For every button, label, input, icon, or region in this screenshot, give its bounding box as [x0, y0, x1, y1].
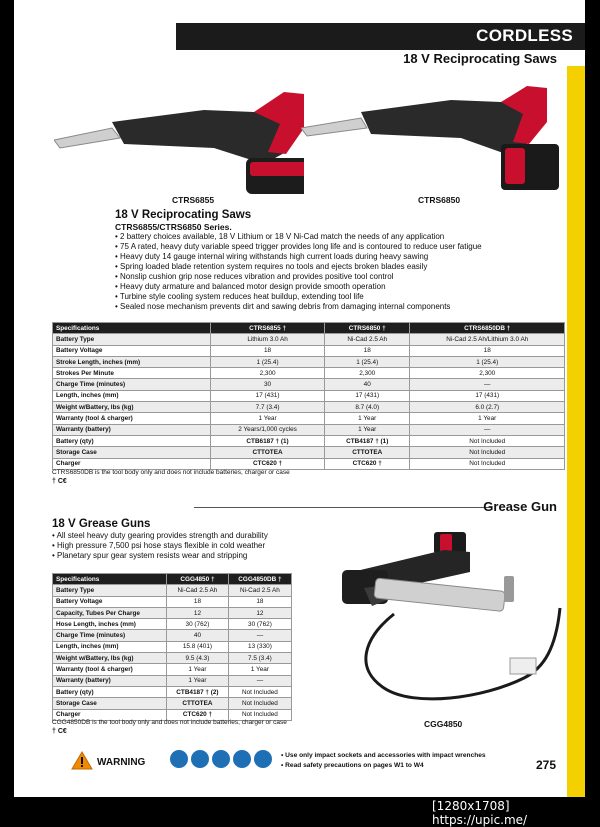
- feature-bullet: • Heavy duty armature and balanced motor design provide smooth operation: [115, 282, 482, 292]
- table-cell: Length, inches (mm): [53, 390, 211, 401]
- table-cell: Not Included: [410, 435, 565, 446]
- table-cell: Capacity, Tubes Per Charge: [53, 607, 167, 618]
- warning-label: WARNING: [97, 757, 146, 768]
- table-cell: Ni-Cad 2.5 Ah: [324, 334, 409, 345]
- feature-bullet: • High pressure 7,500 psi hose stays flexible in cold weather: [52, 541, 268, 551]
- section-title-recip: 18 V Reciprocating Saws: [403, 51, 557, 66]
- table-cell: 2 Years/1,000 cycles: [211, 424, 325, 435]
- recip-table-note: CTRS6850DB is the tool body only and does not include batteries, charger or case: [52, 469, 290, 476]
- table-cell: Not Included: [228, 698, 291, 709]
- table-row: [53, 424, 565, 435]
- table-cell: 7.7 (3.4): [211, 402, 325, 413]
- table-cell: 18: [211, 345, 325, 356]
- recip-cert-marks: † C€: [52, 478, 67, 485]
- grease-spec-table: [52, 573, 292, 721]
- table-header-cell: CTRS6855 †: [211, 323, 325, 334]
- recip-subheading: CTRS6855/CTRS6850 Series.: [115, 222, 232, 232]
- recip-heading: 18 V Reciprocating Saws: [115, 209, 252, 221]
- feature-bullet: • All steel heavy duty gearing provides strength and durability: [52, 531, 268, 541]
- gloves-icon: [254, 750, 272, 768]
- table-cell: 30: [211, 379, 325, 390]
- safety-note: • Read safety precautions on pages W1 to W4: [281, 761, 486, 771]
- table-row: [53, 356, 565, 367]
- eye-protection-icon: [170, 750, 188, 768]
- page-number: 275: [536, 758, 557, 772]
- caption-cgg4850: CGG4850: [424, 719, 463, 729]
- dust-mask-icon: [233, 750, 251, 768]
- table-cell: —: [410, 379, 565, 390]
- table-row: [53, 607, 292, 618]
- table-cell: 6.0 (2.7): [410, 402, 565, 413]
- table-header-cell: CGG4850DB †: [228, 574, 291, 585]
- grease-feature-list: [52, 531, 268, 561]
- table-row: [53, 413, 565, 424]
- table-cell: Battery Type: [53, 334, 211, 345]
- table-cell: CTTOTEA: [211, 447, 325, 458]
- table-row: [53, 334, 565, 345]
- table-row: [53, 686, 292, 697]
- table-cell: 18: [410, 345, 565, 356]
- table-cell: 1 Year: [410, 413, 565, 424]
- table-cell: 2,300: [410, 368, 565, 379]
- saw-image-ctrs6855: [54, 82, 304, 202]
- category-title: CORDLESS: [476, 26, 573, 45]
- feature-bullet: • Sealed nose mechanism prevents dirt and sawing debris from damaging internal components: [115, 302, 482, 312]
- table-cell: Weight w/Battery, lbs (kg): [53, 653, 167, 664]
- category-banner: [176, 23, 585, 50]
- table-header-cell: CTRS6850DB †: [410, 323, 565, 334]
- table-header-cell: CTRS6850 †: [324, 323, 409, 334]
- table-cell: Not Included: [410, 458, 565, 469]
- table-cell: 17 (431): [410, 390, 565, 401]
- table-cell: 30 (762): [167, 619, 229, 630]
- table-row: [53, 458, 565, 469]
- table-cell: Hose Length, inches (mm): [53, 619, 167, 630]
- table-cell: 17 (431): [211, 390, 325, 401]
- table-cell: 12: [167, 607, 229, 618]
- section-title-grease: Grease Gun: [483, 499, 557, 514]
- table-cell: CTC620 †: [167, 709, 229, 720]
- table-row: [53, 653, 292, 664]
- table-cell: Not Included: [410, 447, 565, 458]
- table-cell: 2,300: [324, 368, 409, 379]
- table-cell: 1 Year: [167, 675, 229, 686]
- table-row: [53, 390, 565, 401]
- table-cell: Battery Type: [53, 585, 167, 596]
- side-accent-bar: [567, 66, 585, 797]
- table-header-row: [53, 574, 292, 585]
- table-cell: Strokes Per Minute: [53, 368, 211, 379]
- catalog-page: [14, 0, 585, 797]
- table-cell: Battery Voltage: [53, 345, 211, 356]
- warning-triangle-icon: [71, 751, 93, 770]
- table-cell: 30 (762): [228, 619, 291, 630]
- table-cell: Warranty (battery): [53, 675, 167, 686]
- table-cell: CTC620 †: [324, 458, 409, 469]
- grease-heading: 18 V Grease Guns: [52, 518, 151, 530]
- table-cell: Storage Case: [53, 447, 211, 458]
- table-cell: CTC620 †: [211, 458, 325, 469]
- table-cell: 15.8 (401): [167, 641, 229, 652]
- table-cell: 17 (431): [324, 390, 409, 401]
- feature-bullet: • 2 battery choices available, 18 V Lithium or 18 V Ni-Cad match the needs of any application: [115, 232, 482, 242]
- table-cell: Battery (qty): [53, 686, 167, 697]
- table-cell: Weight w/Battery, lbs (kg): [53, 402, 211, 413]
- saw-image-ctrs6850: [301, 82, 561, 202]
- table-row: [53, 596, 292, 607]
- table-cell: 13 (330): [228, 641, 291, 652]
- table-cell: Ni-Cad 2.5 Ah/Lithium 3.0 Ah: [410, 334, 565, 345]
- grease-cert-marks: † C€: [52, 728, 67, 735]
- grease-gun-image: [324, 528, 564, 718]
- face-shield-icon: [191, 750, 209, 768]
- table-cell: —: [228, 675, 291, 686]
- table-cell: Charger: [53, 709, 167, 720]
- table-cell: Charger: [53, 458, 211, 469]
- feature-bullet: • Planetary spur gear system resists wear and stripping: [52, 551, 268, 561]
- table-row: [53, 447, 565, 458]
- table-cell: CTB4187 † (1): [324, 435, 409, 446]
- table-cell: Lithium 3.0 Ah: [211, 334, 325, 345]
- table-row: [53, 368, 565, 379]
- table-cell: 18: [324, 345, 409, 356]
- table-header-cell: Specifications: [53, 574, 167, 585]
- table-header-cell: CGG4850 †: [167, 574, 229, 585]
- feature-bullet: • Turbine style cooling system reduces heat buildup, extending tool life: [115, 292, 482, 302]
- table-cell: 7.5 (3.4): [228, 653, 291, 664]
- feature-bullet: • 75 A rated, heavy duty variable speed trigger provides long life and is contoured to reduce user fatigue: [115, 242, 482, 252]
- table-cell: 9.5 (4.3): [167, 653, 229, 664]
- table-cell: 40: [324, 379, 409, 390]
- table-cell: Charge Time (minutes): [53, 630, 167, 641]
- table-cell: 1 Year: [324, 413, 409, 424]
- table-cell: Warranty (battery): [53, 424, 211, 435]
- table-cell: 1 (25.4): [211, 356, 325, 367]
- table-cell: Not Included: [228, 686, 291, 697]
- feature-bullet: • Heavy duty 14 gauge internal wiring withstands high current loads during heavy sawing: [115, 252, 482, 262]
- table-row: [53, 675, 292, 686]
- grease-divider-line: [194, 507, 492, 508]
- table-cell: CTB6187 † (1): [211, 435, 325, 446]
- table-cell: Ni-Cad 2.5 Ah: [167, 585, 229, 596]
- table-row: [53, 435, 565, 446]
- table-cell: 12: [228, 607, 291, 618]
- table-cell: Ni-Cad 2.5 Ah: [228, 585, 291, 596]
- table-cell: 1 Year: [324, 424, 409, 435]
- table-cell: Not Included: [228, 709, 291, 720]
- table-header-cell: Specifications: [53, 323, 211, 334]
- table-cell: Battery Voltage: [53, 596, 167, 607]
- table-cell: 1 Year: [167, 664, 229, 675]
- table-cell: Warranty (tool & charger): [53, 664, 167, 675]
- table-cell: —: [228, 630, 291, 641]
- table-cell: Warranty (tool & charger): [53, 413, 211, 424]
- table-cell: 18: [167, 596, 229, 607]
- grease-table-note: CGG4850DB is the tool body only and does not include batteries, charger or case: [52, 719, 287, 726]
- table-cell: 40: [167, 630, 229, 641]
- table-cell: 18: [228, 596, 291, 607]
- table-row: [53, 664, 292, 675]
- table-cell: 1 Year: [228, 664, 291, 675]
- table-cell: 1 (25.4): [324, 356, 409, 367]
- table-cell: Charge Time (minutes): [53, 379, 211, 390]
- table-cell: CTTOTEA: [167, 698, 229, 709]
- caption-ctrs6855: CTRS6855: [172, 195, 215, 205]
- table-cell: Storage Case: [53, 698, 167, 709]
- table-cell: 2,300: [211, 368, 325, 379]
- table-row: [53, 379, 565, 390]
- table-row: [53, 345, 565, 356]
- image-watermark: [1280x1708] https://upic.me/: [432, 799, 528, 827]
- table-cell: Stroke Length, inches (mm): [53, 356, 211, 367]
- feature-bullet: • Nonslip cushion grip nose reduces vibration and provides positive tool control: [115, 272, 482, 282]
- table-row: [53, 641, 292, 652]
- table-row: [53, 619, 292, 630]
- recip-feature-list: [115, 232, 482, 312]
- table-cell: 1 Year: [211, 413, 325, 424]
- recip-spec-table: [52, 322, 565, 470]
- table-cell: CTTOTEA: [324, 447, 409, 458]
- table-row: [53, 585, 292, 596]
- safety-note: • Use only impact sockets and accessories with impact wrenches: [281, 751, 486, 761]
- table-cell: CTB4187 † (2): [167, 686, 229, 697]
- table-header-row: [53, 323, 565, 334]
- table-cell: Length, inches (mm): [53, 641, 167, 652]
- table-cell: —: [410, 424, 565, 435]
- caption-ctrs6850: CTRS6850: [418, 195, 461, 205]
- ear-protection-icon: [212, 750, 230, 768]
- table-row: [53, 630, 292, 641]
- table-cell: 1 (25.4): [410, 356, 565, 367]
- table-cell: 8.7 (4.0): [324, 402, 409, 413]
- feature-bullet: • Spring loaded blade retention system requires no tools and ejects broken blades easily: [115, 262, 482, 272]
- table-row: [53, 402, 565, 413]
- table-cell: Battery (qty): [53, 435, 211, 446]
- footer-safety-notes: [281, 751, 486, 771]
- table-row: [53, 698, 292, 709]
